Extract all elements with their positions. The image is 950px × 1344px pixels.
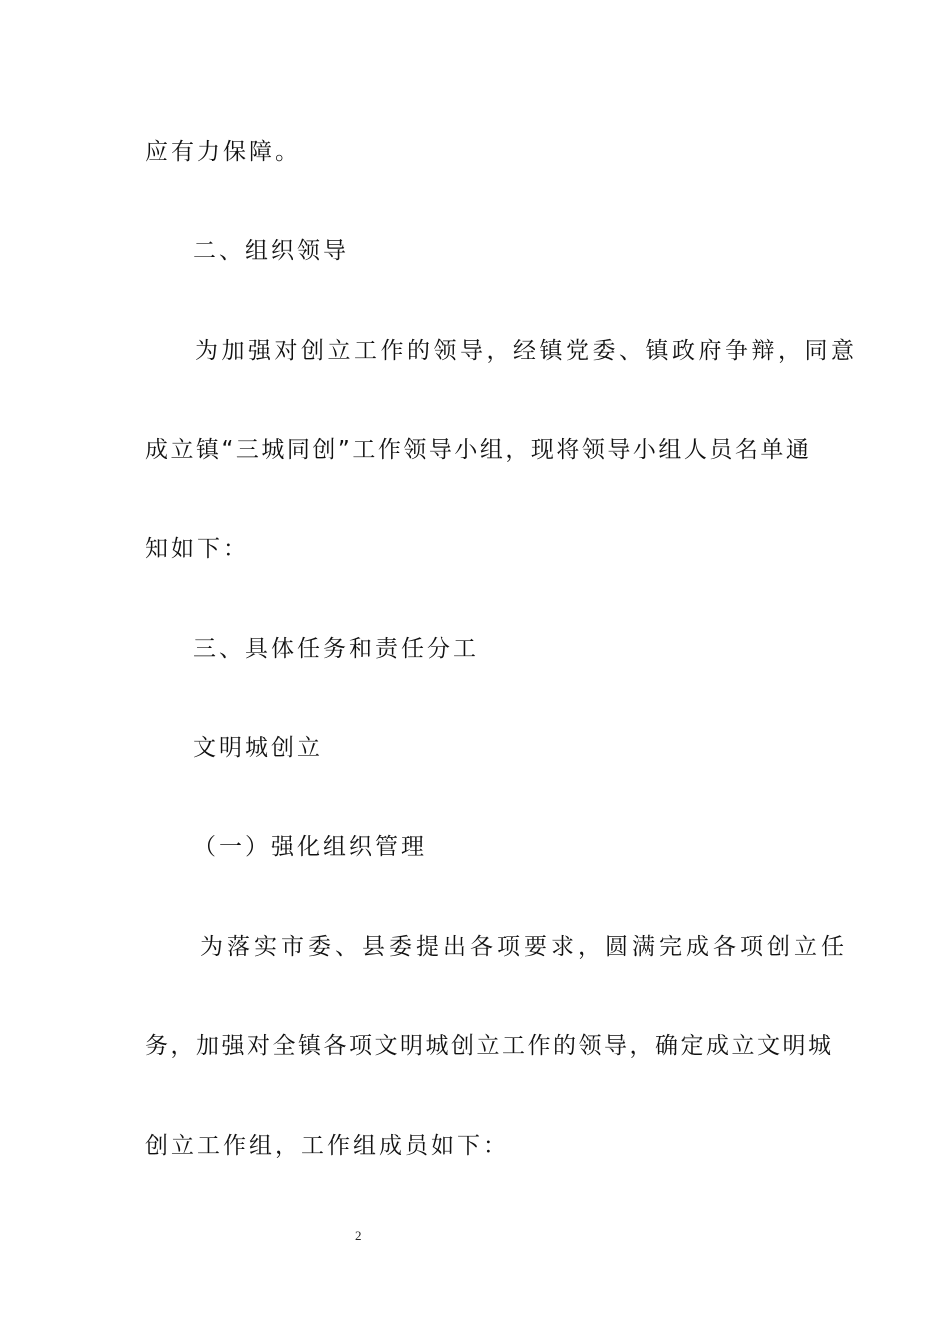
text-line: 应有力保障。 xyxy=(145,139,301,165)
page-number: 2 xyxy=(355,1228,362,1243)
text-line: 为加强对创立工作的领导，经镇党委、镇政府争辩，同意 xyxy=(195,338,858,364)
text-line: 为落实市委、县委提出各项要求，圆满完成各项创立任 xyxy=(200,934,848,960)
subsection-heading: 文明城创立 xyxy=(193,735,323,761)
section-heading: 二、组织领导 xyxy=(193,238,349,264)
text-line: 务，加强对全镇各项文明城创立工作的领导，确定成立文明城 xyxy=(145,1033,834,1059)
subsection-heading: （一）强化组织管理 xyxy=(193,834,427,860)
text-line: 成立镇“三城同创”工作领导小组，现将领导小组人员名单通 xyxy=(145,437,812,463)
text-line: 创立工作组，工作组成员如下： xyxy=(145,1133,509,1159)
text-line: 知如下： xyxy=(145,536,249,562)
section-heading: 三、具体任务和责任分工 xyxy=(193,636,479,662)
